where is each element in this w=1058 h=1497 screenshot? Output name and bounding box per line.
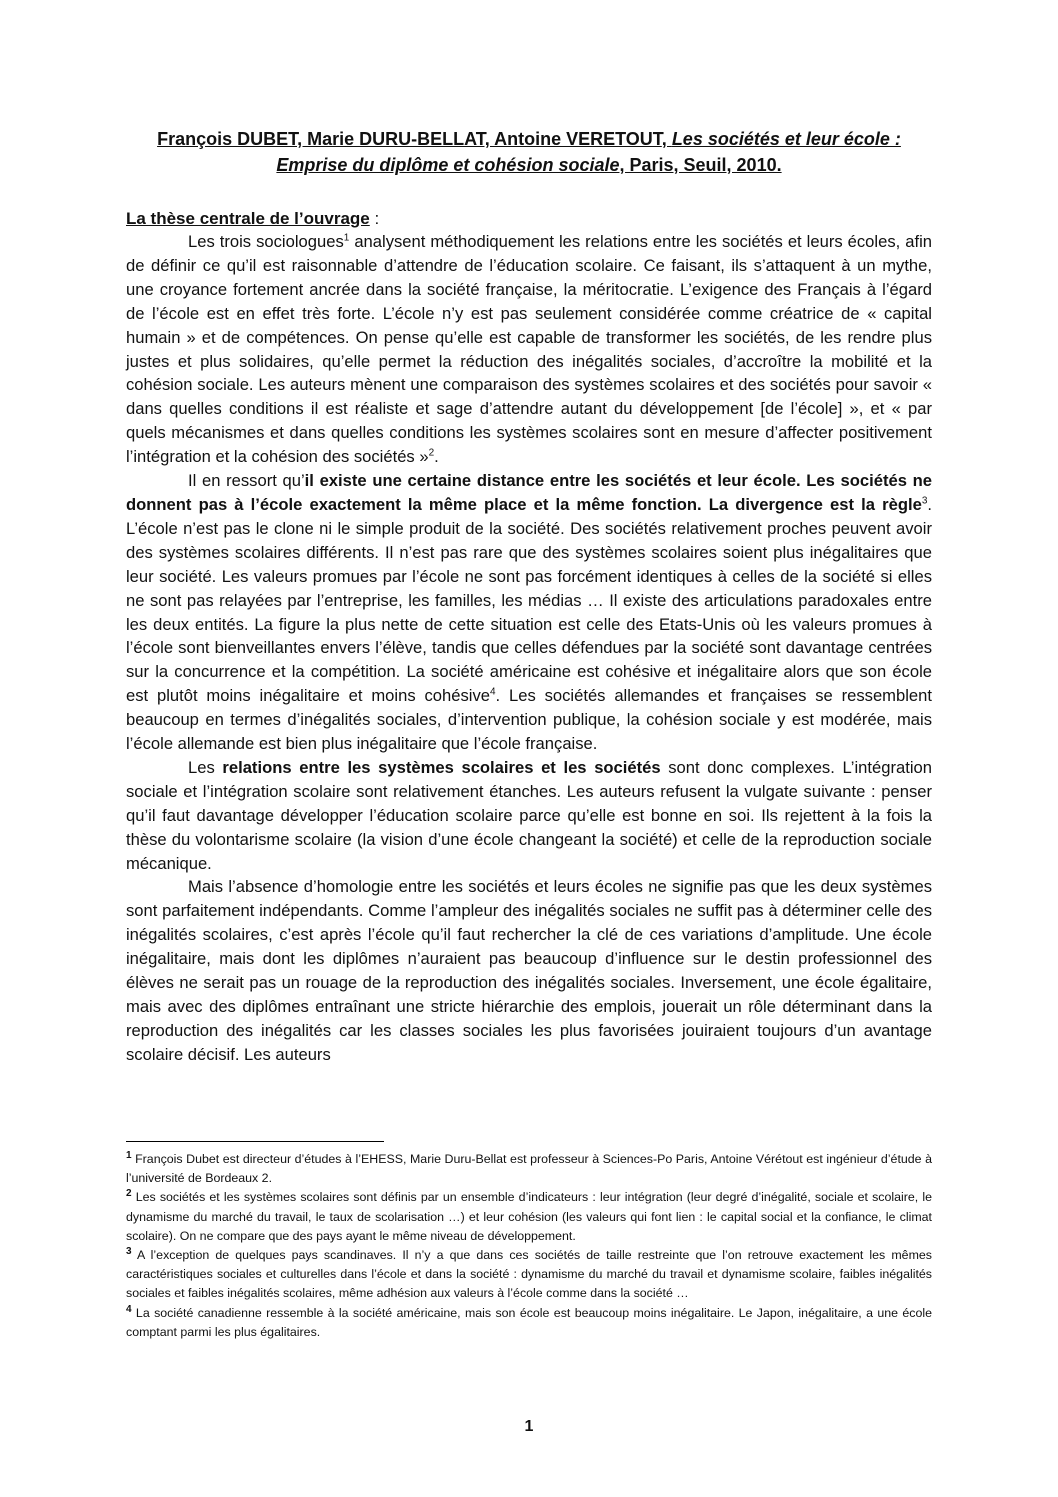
paragraph-2 — [126, 469, 932, 756]
footnote-3 — [126, 1246, 932, 1304]
p3-bold-text: relations entre les systèmes scolaires et les sociétés — [222, 757, 661, 777]
section-heading-text: La thèse centrale de l’ouvrage — [126, 209, 370, 228]
title-authors: François DUBET, Marie DURU-BELLAT, Antoine VERETOUT — [157, 129, 662, 149]
footnote-text: Les sociétés et les systèmes scolaires sont définis par un ensemble d’indicateurs : leur intégration (leur degré d’inégalité, sociale et scolaire, le dynamisme du marché du travail, le taux de scolarisation …) et leur cohésion (les valeurs qui font lien : le capital social et la confiance, le climat scolaire). On ne compare que des pays ayant le même niveau de développement. — [126, 1190, 932, 1243]
title-book-line1: Les sociétés et leur école : — [671, 129, 901, 149]
footnote-ref-1: 1 — [343, 232, 350, 244]
footnote-separator — [126, 1141, 384, 1142]
p2-bold-text: il existe une certaine distance entre les sociétés et leur école. Les sociétés ne donnent pas à l’école exactement la même place et la même fonction. La divergence est la règle — [126, 471, 932, 514]
footnote-text: A l’exception de quelques pays scandinaves. Il n’y a que dans ces sociétés de taille restreinte que l’on retrouve exactement les mêmes caractéristiques sociales et culturelles dans l’école et dans la société : dynamisme du marché du travail et dynamisme scolaire, faibles inégalités sociales et faibles inégalités scolaires, même adhésion aux valeurs à l’école comme dans la société … — [126, 1248, 932, 1301]
section-heading-colon: : — [369, 209, 380, 228]
title-publication: Paris, Seuil, 2010. — [629, 155, 782, 175]
footnotes — [126, 1150, 932, 1342]
p1-text-c: . — [434, 447, 439, 467]
paragraph-1 — [126, 230, 932, 469]
footnote-ref-4: 4 — [489, 686, 496, 698]
p3-text-a: Les — [188, 757, 223, 777]
p2-text-c: . Les sociétés allemandes et françaises se ressemblent beaucoup en termes d’inégalités sociales, d’intervention publique, la cohésion sociale y est modérée, mais l’école allemande est bien plus inégalitaire que l’école française. — [126, 686, 932, 754]
footnote-ref-2: 2 — [428, 447, 435, 459]
p3-text-b: sont donc complexes. L’intégration sociale et l’intégration scolaire sont relativement étanches. Les auteurs refusent la vulgate suivante : penser qu’il faut davantage développer l’éducation scolaire parce qu’elle est bonne en soi. Ils rejettent à la fois la thèse du volontarisme scolaire (la vision d’une école changeant la société) et celle de la reproduction sociale mécanique. — [126, 757, 932, 873]
footnote-text: François Dubet est directeur d’études à l’EHESS, Marie Duru-Bellat est professeur à Sciences-Po Paris, Antoine Vérétout est ingénieur d’étude à l’université de Bordeaux 2. — [126, 1152, 932, 1186]
paragraph-3 — [126, 756, 932, 876]
footnote-ref-3: 3 — [921, 495, 928, 507]
document-title: François DUBET, Marie DURU-BELLAT, Antoine VERETOUT, Les sociétés et leur école : Emprise du diplôme et cohésion sociale, Paris, Seuil, 2010. — [157, 129, 901, 175]
p2-text-b: . L’école n’est pas le clone ni le simple produit de la société. Des sociétés relativement proches peuvent avoir des systèmes scolaires différents. Il n’est pas rare que des systèmes scolaires soient plus inégalitaires que leur société. Les valeurs promues par l’école ne sont pas forcément identiques à celles de la société si elles ne sont pas relayées par l’entreprise, les familles, les médias … Il existe des articulations paradoxales entre les deux entités. La figure la plus nette de cette situation est celle des Etats-Unis où les valeurs promues à l’école sont bienveillantes envers l’élève, tandis que celles défendues par la société sont davantage centrées sur la concurrence et la compétition. La société américaine est cohésive et inégalitaire alors que son école est plutôt moins inégalitaire et moins cohésive — [126, 494, 932, 706]
body-text — [126, 230, 932, 1067]
footnote-2 — [126, 1188, 932, 1246]
p2-text-a: Il en ressort qu’ — [188, 471, 305, 491]
p1-text-a: Les trois sociologues — [188, 232, 344, 251]
footnote-1 — [126, 1150, 932, 1188]
p1-text-b: analysent méthodiquement les relations entre les sociétés et leurs écoles, afin de définir ce qu’il est raisonnable d’attendre de l’éducation scolaire. Ce faisant, ils s’attaquent à un mythe, une croyance fortement ancrée dans la société française, la méritocratie. L’exigence des Français à l’égard de l’école est en effet très forte. L’école n’y est pas seulement considérée comme créatrice de « capital humain » et de compétences. On pense qu’elle est capable de transformer les sociétés, de les rendre plus justes et plus solidaires, qu’elle permet la réduction des inégalités sociales, d’accroître la mobilité et la cohésion sociale. Les auteurs mènent une comparaison des systèmes scolaires et des sociétés pour savoir « dans quelles conditions il est réaliste et sage d’attendre autant du développement [de l’école] », et « par quels mécanismes et dans quelles conditions les systèmes scolaires sont en mesure d’affecter positivement l’intégration et la cohésion des sociétés » — [126, 232, 932, 467]
footnote-number: 3 — [126, 1245, 132, 1257]
footnote-4 — [126, 1304, 932, 1342]
footnote-number: 2 — [126, 1188, 132, 1200]
footnote-number: 4 — [126, 1303, 132, 1315]
page-number: 1 — [524, 1418, 534, 1435]
footnote-text: La société canadienne ressemble à la société américaine, mais son école est beaucoup moins inégalitaire. Le Japon, inégalitaire, a une école comptant parmi les plus égalitaires. — [126, 1305, 932, 1339]
paragraph-4: Mais l’absence d’homologie entre les sociétés et leurs écoles ne signifie pas que les deux systèmes sont parfaitement indépendants. Comme l’ampleur des inégalités sociales ne suffit pas à déterminer celle des inégalités scolaires, c’est après l’école qu’il faut rechercher la clé de ces variations d’amplitude. Une école inégalitaire, mais dont les diplômes n’auraient pas beaucoup d’influence sur le destin professionnel des élèves ne serait pas un rouage de la reproduction des inégalités sociales. Inversement, une école égalitaire, mais avec des diplômes entraînant une stricte hiérarchie des emplois, jouerait un rôle déterminant dans la reproduction des inégalités car les classes sociales les plus favorisées jouiraient toujours d’un avantage scolaire décisif. Les auteurs — [126, 877, 932, 1064]
footnote-number: 1 — [126, 1149, 132, 1161]
title-book-line2: Emprise du diplôme et cohésion sociale — [276, 155, 620, 175]
section-heading — [126, 208, 379, 230]
